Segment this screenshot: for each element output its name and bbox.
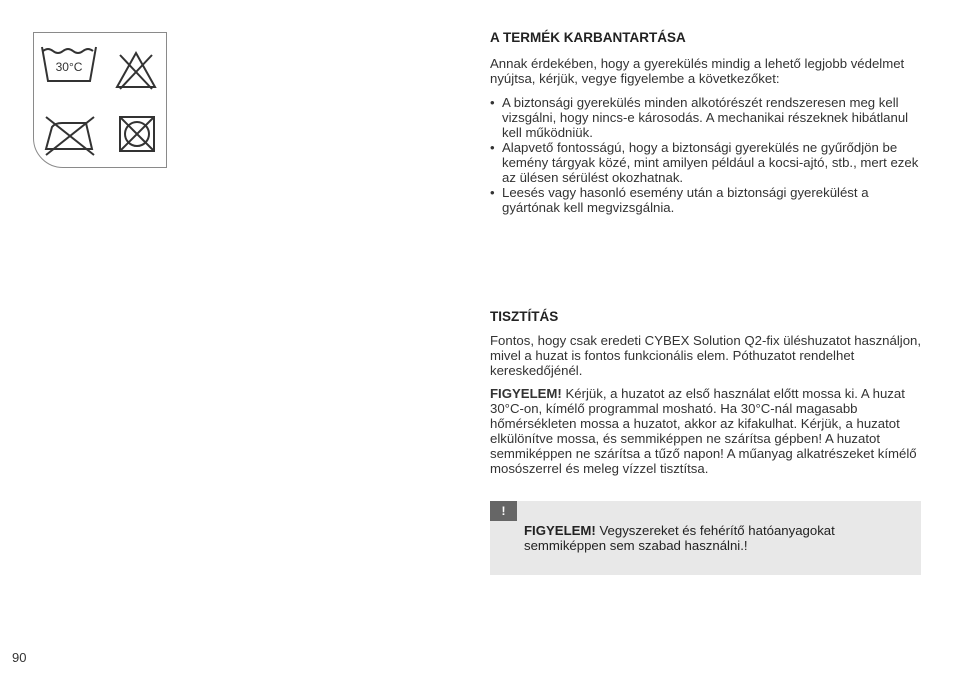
- notice-body: Vegyszereket és fehérítő hatóanyagokat semmiképpen sem szabad használni.!: [524, 523, 835, 553]
- cleaning-section: [490, 309, 923, 476]
- list-item: • Alapvető fontosságú, hogy a biztonsági gyerekülés ne gyűrődjön be kemény tárgyak közé, mint amilyen például a kocsi-ajtó, stb., mert ezek az ülésen sérülést okozhatnak.: [490, 140, 923, 185]
- warning-label: FIGYELEM!: [490, 386, 562, 401]
- list-item: • Leesés vagy hasonló esemény után a biztonsági gyerekülést a gyártónak kell megvizsgálnia.: [490, 185, 923, 215]
- page-number: 90: [12, 650, 27, 665]
- maintenance-list: [490, 95, 923, 215]
- exclamation-icon: !: [490, 501, 517, 521]
- list-item: • A biztonsági gyerekülés minden alkotórészét rendszeresen meg kell vizsgálni, hogy nincs-e károsodás. A mechanikai részeknek hibátlanul kell működniük.: [490, 95, 923, 140]
- notice-label: FIGYELEM!: [524, 523, 596, 538]
- care-symbols-panel: [33, 32, 167, 168]
- notice-text: [524, 523, 914, 553]
- maintenance-section: [490, 30, 923, 215]
- wash-temp-label: 30°C: [55, 60, 83, 74]
- notice-box: [490, 501, 921, 575]
- wash-30-icon: [40, 45, 98, 85]
- warning-text: Kérjük, a huzatot az első használat előtt mossa ki. A huzat 30°C-on, kímélő programmal mosható. Ha 30°C-nál magasabb hőmérsékleten mossa a huzatot, akkor az kifakulhat. Kérjük, a huzatot elkülönítve mossa, és semmiképpen ne szárítsa gépben! A huzatot semmiképpen ne szárítsa a tűző napon! A műanyag alkatrészeket kímélő mosószerrel és meleg vízzel tisztítsa.: [490, 386, 917, 476]
- maintenance-heading: A TERMÉK KARBANTARTÁSA: [490, 30, 686, 45]
- no-bleach-icon: [114, 49, 158, 93]
- no-tumble-dry-icon: [118, 115, 156, 153]
- no-iron-icon: [42, 113, 98, 157]
- cleaning-warning: [490, 386, 923, 476]
- cleaning-intro: Fontos, hogy csak eredeti CYBEX Solution Q2-fix üléshuzatot használjon, mivel a huzat is fontos funkcionális elem. Póthuzatot rendelhet kereskedőjénél.: [490, 333, 922, 378]
- cleaning-heading: TISZTÍTÁS: [490, 309, 559, 324]
- maintenance-intro: Annak érdekében, hogy a gyerekülés mindig a lehető legjobb védelmet nyújtsa, kérjük, vegye figyelembe a következőket:: [490, 56, 905, 86]
